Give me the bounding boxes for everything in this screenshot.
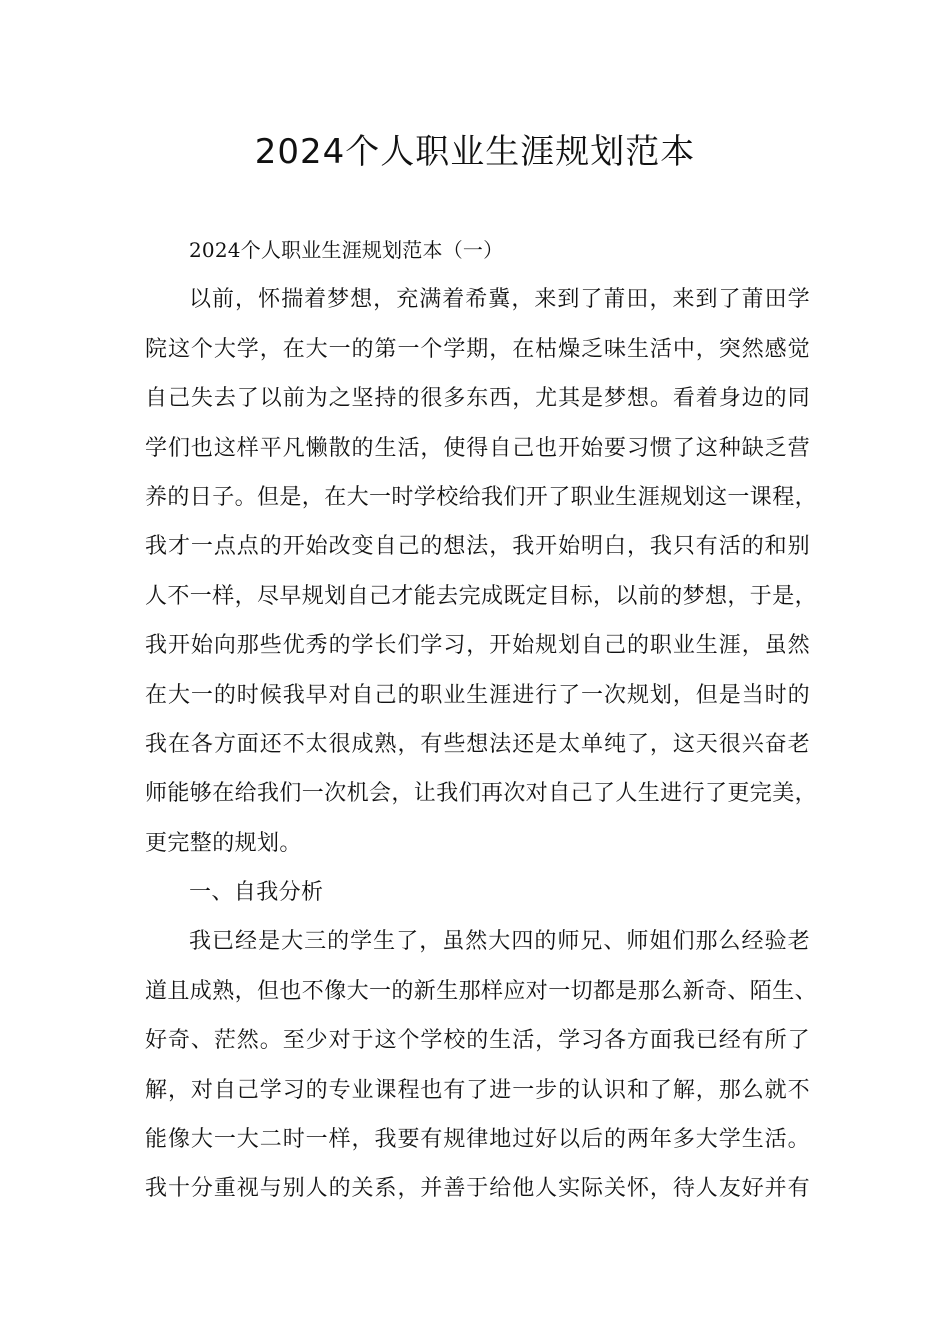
paragraph-line: 更完整的规划。: [145, 830, 302, 856]
paragraph-line: 解，对自己学习的专业课程也有了进一步的认识和了解，那么就不: [145, 1077, 810, 1103]
section-subtitle: 2024个人职业生涯规划范本（一）: [189, 238, 504, 262]
paragraph-line: 学们也这样平凡懒散的生活，使得自己也开始要习惯了这种缺乏营: [145, 435, 810, 461]
paragraph-line: 我已经是大三的学生了，虽然大四的师兄、师姐们那么经验老: [189, 929, 810, 955]
paragraph-line: 我才一点点的开始改变自己的想法，我开始明白，我只有活的和别: [145, 534, 810, 560]
section-heading: 一、自我分析: [189, 880, 324, 906]
paragraph-line: 道且成熟，但也不像大一的新生那样应对一切都是那么新奇、陌生、: [145, 978, 818, 1004]
paragraph-line: 人不一样，尽早规划自己才能去完成既定目标，以前的梦想，于是，: [145, 583, 818, 609]
paragraph-line: 师能够在给我们一次机会，让我们再次对自己了人生进行了更完美，: [145, 781, 818, 807]
document-body: [145, 226, 818, 1214]
paragraph-line: 能像大一大二时一样，我要有规律地过好以后的两年多大学生活。: [145, 1127, 810, 1153]
paragraph-line: 我十分重视与别人的关系，并善于给他人实际关怀，待人友好并有: [145, 1176, 810, 1202]
paragraph-line: 养的日子。但是，在大一时学校给我们开了职业生涯规划这一课程，: [145, 484, 818, 510]
paragraph-line: 在大一的时候我早对自己的职业生涯进行了一次规划，但是当时的: [145, 682, 810, 708]
paragraph-line: 院这个大学，在大一的第一个学期，在枯燥乏味生活中，突然感觉: [145, 336, 810, 362]
document-title: 2024个人职业生涯规划范本: [254, 132, 696, 172]
paragraph-line: 以前，怀揣着梦想，充满着希冀，来到了莆田，来到了莆田学: [189, 287, 810, 313]
paragraph-line: 自己失去了以前为之坚持的很多东西，尤其是梦想。看着身边的同: [145, 386, 810, 412]
paragraph-line: 我开始向那些优秀的学长们学习，开始规划自己的职业生涯，虽然: [145, 633, 810, 659]
paragraph-line: 我在各方面还不太很成熟，有些想法还是太单纯了，这天很兴奋老: [145, 731, 810, 757]
paragraph-line: 好奇、茫然。至少对于这个学校的生活，学习各方面我已经有所了: [145, 1028, 810, 1054]
